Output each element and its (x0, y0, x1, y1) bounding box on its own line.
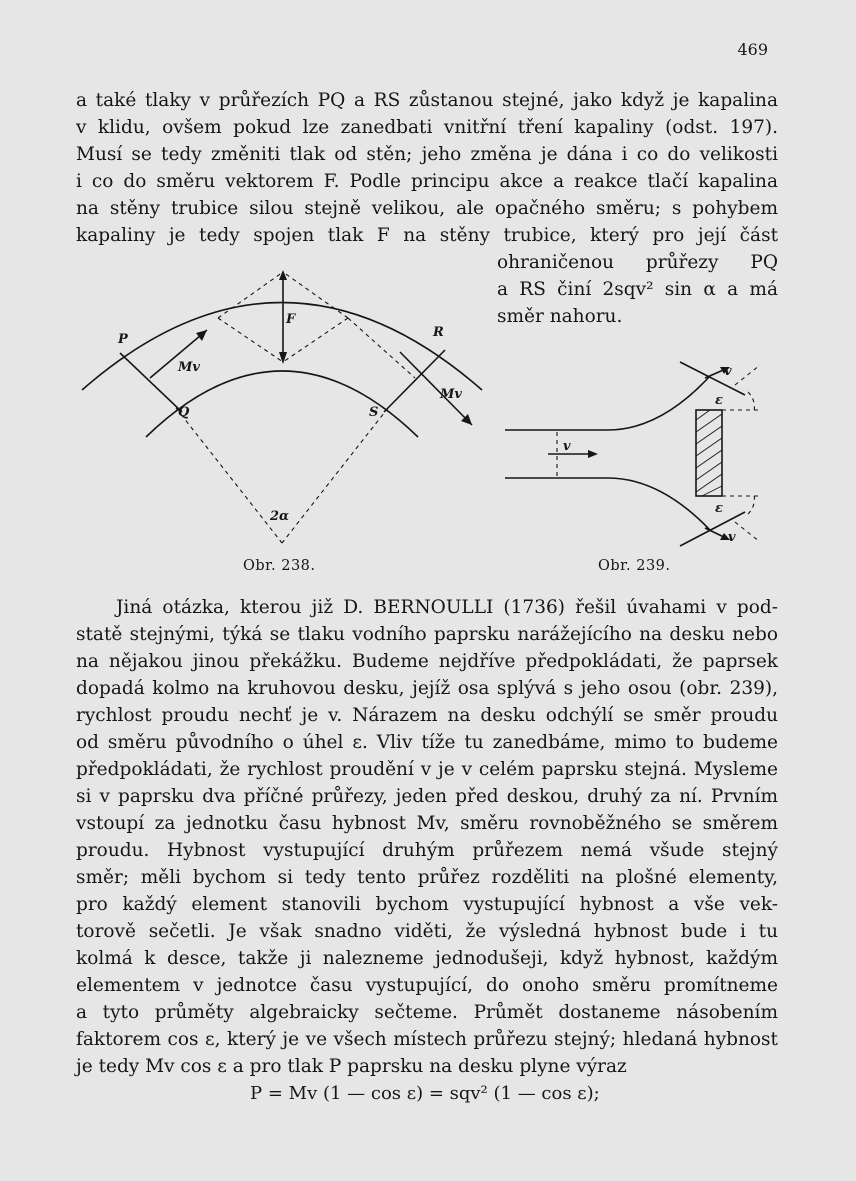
label-v-bottom: v (728, 530, 736, 545)
text-line: vstoupí za jednotku času hybnost Mv, směru rovnoběžného se směrem (76, 813, 778, 834)
text-line: pro každý element stanovili bychom vystupující hybnost a vše vek- (76, 894, 778, 915)
jet-top-wall (505, 376, 710, 430)
text-line: i co do směru vektorem F. Podle principu akce a reakce tlačí kapalina (76, 171, 778, 192)
text-line: na nějakou jinou překážku. Budeme nejdříve předpokládati, že paprsek (76, 651, 778, 672)
caption-239: Obr. 239. (598, 558, 671, 574)
label-Mv-left: Mv (178, 360, 200, 375)
label-Mv-right: Mv (440, 387, 462, 402)
text-line: si v paprsku dva příčné průřezy, jeden před deskou, druhý za ní. Prvním (76, 786, 778, 807)
text-line: Musí se tedy změniti tlak od stěn; jeho změna je dána i co do velikosti (76, 144, 778, 165)
text-line: předpokládati, že rychlost proudění v je v celém paprsku stejná. Mysleme (76, 759, 778, 780)
text-line: směr nahoru. (497, 306, 623, 327)
text-line: kolmá k desce, takže ji nalezneme jednodušeji, když hybnost, každým (76, 948, 778, 969)
text-line: v klidu, ovšem pokud lze zanedbati vnitřní tření kapaliny (odst. 197). (76, 117, 778, 138)
label-eps-bottom: ε (715, 501, 723, 516)
label-v-in: v (563, 439, 571, 454)
text-line: a tyto průměty algebraicky sečteme. Průmět dostaneme násobením (76, 1002, 778, 1023)
label-S: S (369, 405, 379, 420)
text-line: faktorem cos ε, který je ve všech místech průřezu stejný; hledaná hybnost (76, 1029, 778, 1050)
paragraph-2 (76, 594, 778, 1080)
text-line: Jiná otázka, kterou již D. BERNOULLI (1736) řešil úvahami v pod- (116, 597, 778, 618)
text-line: směr; měli bychom si tedy tento průřez rozděliti na plošné elementy, (76, 867, 778, 888)
label-P: P (118, 332, 128, 347)
text-line: ohraničenou průřezy PQ (497, 252, 778, 273)
text-line: je tedy Mv cos ε a pro tlak P paprsku na desku plyne výraz (76, 1056, 627, 1077)
label-eps-top: ε (715, 393, 723, 408)
text-line: torově sečetli. Je však snadno viděti, že výsledná hybnost bude i tu (76, 921, 778, 942)
label-angle: 2α (270, 509, 290, 524)
text-line: rychlost proudu nechť je v. Nárazem na desku odchýlí se směr proudu (76, 705, 778, 726)
jet-bottom-wall (505, 478, 710, 530)
label-R: R (433, 325, 444, 340)
text-line: a RS činí 2sqv² sin α a má (497, 279, 778, 300)
text-line: elementem v jednotce času vystupující, do onoho směru promítneme (76, 975, 778, 996)
text-line: proudu. Hybnost vystupující druhým průřezem nemá všude stejný (76, 840, 778, 861)
text-line: statě stejnými, týká se tlaku vodního paprsku narážejícího na desku nebo (76, 624, 778, 645)
text-line: a také tlaky v průřezích PQ a RS zůstanou stejné, jako když je kapalina (76, 90, 778, 111)
text-line: kapaliny je tedy spojen tlak F na stěny trubice, který pro její část (76, 225, 778, 246)
caption-238: Obr. 238. (243, 558, 316, 574)
label-Q: Q (178, 405, 190, 420)
text-line: na stěny trubice silou stejně velikou, ale opačného směru; s pohybem (76, 198, 778, 219)
text-line: dopadá kolmo na kruhovou desku, jejíž osa splývá s jeho osou (obr. 239), (76, 678, 778, 699)
formula: P = Mv (1 — cos ε) = sqv² (1 — cos ε); (250, 1083, 600, 1104)
text-line: od směru původního o úhel ε. Vliv tíže tu zanedbáme, mimo to budeme (76, 732, 778, 753)
label-F: F (286, 312, 296, 327)
page-number: 469 (737, 40, 768, 59)
label-v-top: v (724, 364, 732, 379)
